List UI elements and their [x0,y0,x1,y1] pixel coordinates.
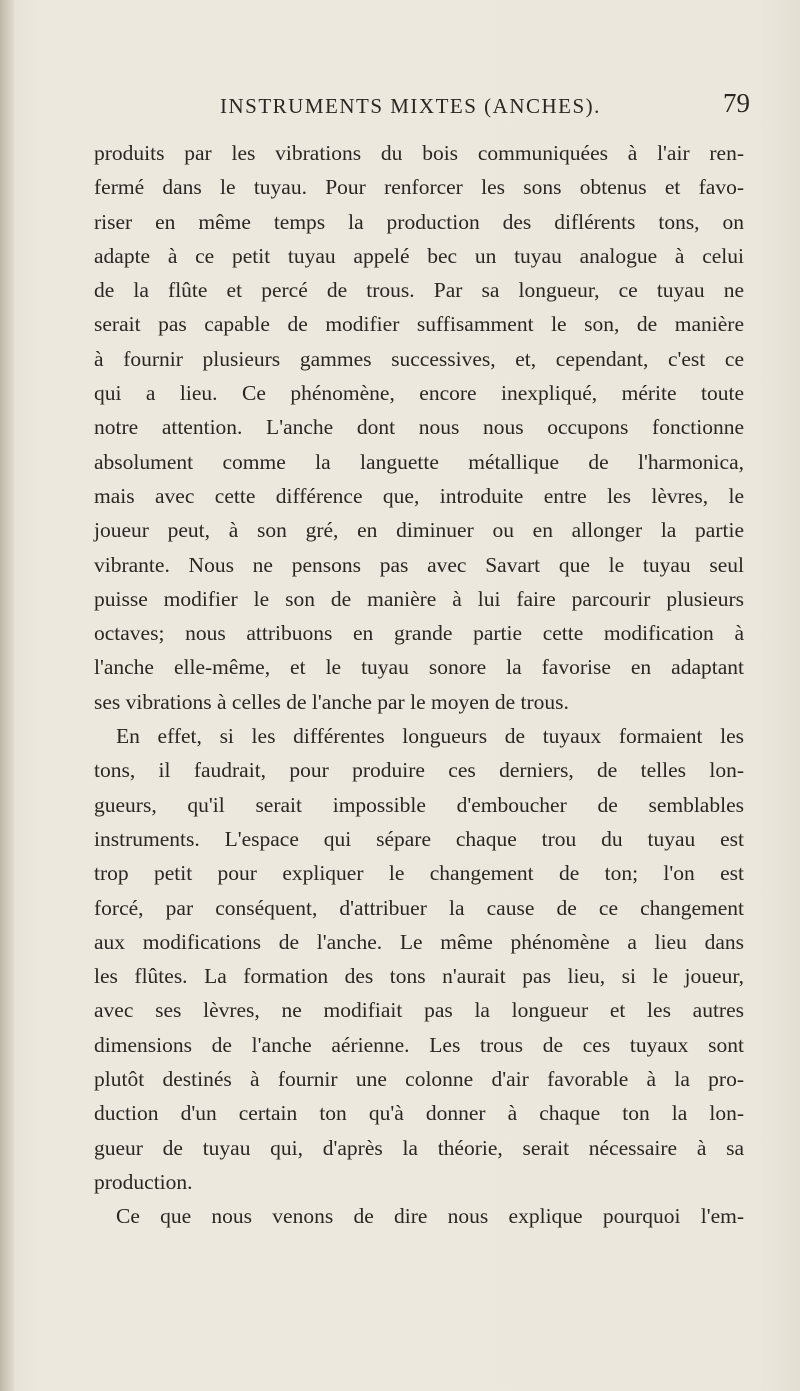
text-line: joueur peut, à son gré, en diminuer ou en allonger la partie [94,518,744,543]
text-line: trop petit pour expliquer le changement de ton; l'on est [94,861,744,886]
text-line: puisse modifier le son de manière à lui faire parcourir plusieurs [94,586,744,611]
running-header [220,88,750,128]
text-line: riser en même temps la production des diflérents tons, on [94,209,744,234]
text-line: gueurs, qu'il serait impossible d'emboucher de semblables [94,792,744,817]
text-line-paragraph-start: Ce que nous venons de dire nous explique pourquoi l'em- [116,1204,744,1229]
text-line: forcé, par conséquent, d'attribuer la cause de ce changement [94,895,744,920]
text-line: aux modifications de l'anche. Le même phénomène a lieu dans [94,929,744,954]
page-binding-edge [0,0,14,1391]
text-line: de la flûte et percé de trous. Par sa longueur, ce tuyau ne [94,278,744,303]
text-line: octaves; nous attribuons en grande partie cette modification à [94,621,744,646]
text-line: tons, il faudrait, pour produire ces derniers, de telles lon- [94,758,744,783]
text-line: avec ses lèvres, ne modifiait pas la longueur et les autres [94,998,744,1023]
text-line: absolument comme la languette métallique de l'harmonica, [94,449,744,474]
text-line: plutôt destinés à fournir une colonne d'air favorable à la pro- [94,1067,744,1092]
text-line: dimensions de l'anche aérienne. Les trous de ces tuyaux sont [94,1032,744,1057]
text-line: qui a lieu. Ce phénomène, encore inexpliqué, mérite toute [94,381,744,406]
text-line: mais avec cette différence que, introduite entre les lèvres, le [94,483,744,508]
text-line: serait pas capable de modifier suffisamment le son, de manière [94,312,744,337]
text-line-paragraph-end: production. [94,1169,193,1194]
page-number: 79 [723,88,750,118]
text-line: vibrante. Nous ne pensons pas avec Savart que le tuyau seul [94,552,744,577]
running-header-title: INSTRUMENTS MIXTES (ANCHES). [220,94,601,118]
text-line: notre attention. L'anche dont nous nous occupons fonctionne [94,415,744,440]
text-line-paragraph-start: En effet, si les différentes longueurs de tuyaux formaient les [116,724,744,749]
text-line: adapte à ce petit tuyau appelé bec un tuyau analogue à celui [94,243,744,268]
text-line: gueur de tuyau qui, d'après la théorie, serait nécessaire à sa [94,1135,744,1160]
body-text [94,136,744,1234]
text-line: fermé dans le tuyau. Pour renforcer les sons obtenus et favo- [94,175,744,200]
text-line-paragraph-end: ses vibrations à celles de l'anche par le moyen de trous. [94,689,569,714]
text-line: l'anche elle-même, et le tuyau sonore la favorise en adaptant [94,655,744,680]
text-line: produits par les vibrations du bois communiquées à l'air ren- [94,141,744,165]
text-line: duction d'un certain ton qu'à donner à chaque ton la lon- [94,1101,744,1126]
text-line: instruments. L'espace qui sépare chaque trou du tuyau est [94,826,744,851]
text-line: les flûtes. La formation des tons n'aurait pas lieu, si le joueur, [94,964,744,989]
text-line: à fournir plusieurs gammes successives, et, cependant, c'est ce [94,346,744,371]
